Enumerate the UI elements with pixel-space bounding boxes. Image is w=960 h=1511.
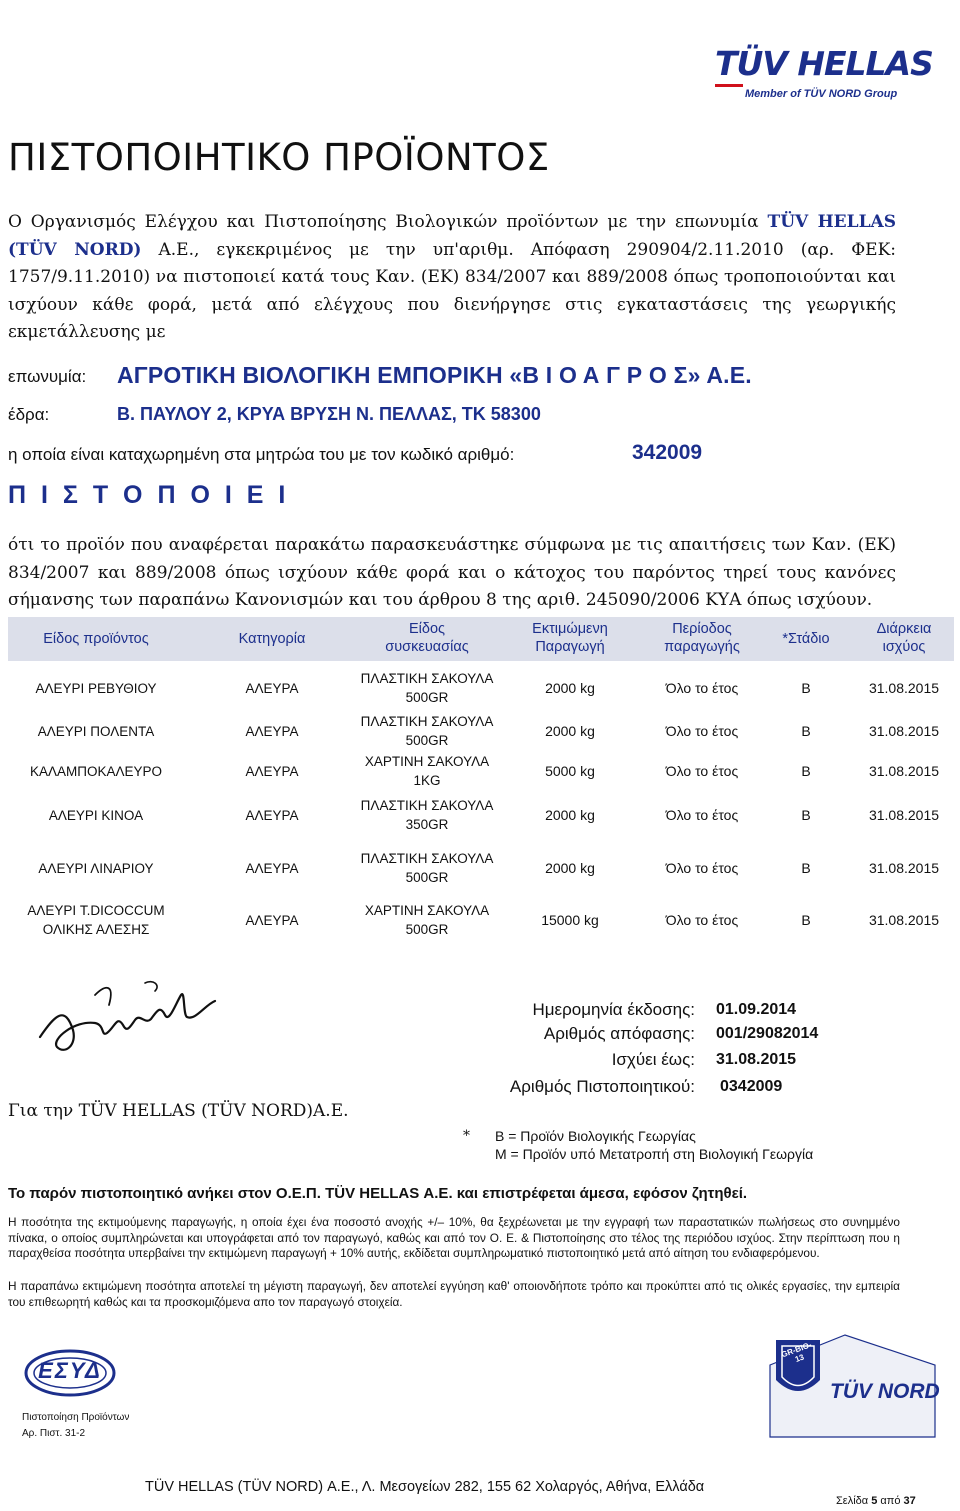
table-cell-line: 500GR: [405, 922, 449, 937]
table-cell-product: [8, 762, 184, 781]
table-cell-line: ΑΛΕΥΡΙ ΡΕΒΥΘΙΟΥ: [35, 680, 157, 696]
table-cell-product: [8, 722, 184, 741]
page-of: από: [877, 1495, 904, 1507]
table-cell-production: [505, 911, 635, 930]
table-cell-line: ΑΛΕΥΡΑ: [245, 763, 299, 779]
table-cell-line: 500GR: [405, 690, 449, 705]
table-cell-line: 31.08.2015: [868, 859, 940, 876]
table-header-col-production: [505, 620, 635, 656]
table-cell-line: Β: [801, 806, 811, 823]
table-header-line: *Στάδιο: [782, 631, 830, 647]
valid-until-value: 31.08.2015: [716, 1051, 797, 1068]
table-cell-line: ΠΛΑΣΤΙΚΗ ΣΑΚΟΥΛΑ: [360, 671, 494, 686]
table-cell-line: ΟΛΙΚΗΣ ΑΛΕΣΗΣ: [42, 922, 150, 937]
issuer-text: Για την TÜV HELLAS (TÜV NORD)Α.Ε.: [8, 1101, 349, 1121]
table-cell-validity: [849, 859, 959, 878]
table-cell-line: ΧΑΡΤΙΝΗ ΣΑΚΟΥΛΑ: [364, 903, 490, 918]
page-current: 5: [871, 1495, 878, 1507]
table-cell-line: 15000 kg: [541, 911, 599, 928]
table-cell-line: Όλο το έτος: [665, 911, 739, 928]
table-cell-category: [197, 722, 347, 741]
issue-date-value: 01.09.2014: [716, 1001, 797, 1018]
table-header-col-category: [197, 630, 347, 648]
table-cell-packaging: [343, 849, 511, 887]
table-cell-production: [505, 806, 635, 825]
table-cell-line: 2000 kg: [545, 722, 595, 739]
logo-brand: TÜV HELLAS: [715, 44, 933, 83]
table-cell-category: [197, 911, 347, 930]
table-cell-line: ΠΛΑΣΤΙΚΗ ΣΑΚΟΥΛΑ: [360, 851, 494, 866]
table-cell-line: 31.08.2015: [868, 722, 940, 739]
table-cell-stage: [766, 722, 846, 741]
registry-code: 342009: [632, 441, 703, 464]
certificate-number-value: 0342009: [720, 1078, 783, 1095]
intro-org-name: TÜV HELLAS (TÜV NORD): [8, 212, 896, 260]
table-cell-line: ΑΛΕΥΡΑ: [245, 807, 299, 823]
table-cell-packaging: [343, 712, 511, 750]
table-cell-category: [197, 679, 347, 698]
table-cell-packaging: [343, 796, 511, 834]
table-cell-validity: [849, 806, 959, 825]
accreditation-number: Αρ. Πιστ. 31-2: [22, 1428, 86, 1439]
table-cell-packaging: [343, 901, 511, 939]
table-header-line: Είδος: [408, 621, 446, 637]
decision-label: Αριθμός απόφασης:: [543, 1024, 695, 1043]
table-cell-line: ΑΛΕΥΡΑ: [245, 860, 299, 876]
table-cell-line: Όλο το έτος: [665, 722, 739, 739]
table-header-col-product: [8, 630, 184, 648]
table-cell-line: Β: [801, 911, 811, 928]
table-cell-validity: [849, 679, 959, 698]
table-cell-period: [637, 911, 767, 930]
esyd-logo-text: ΕΣΥΔ: [38, 1358, 102, 1383]
table-cell-product: [8, 901, 184, 939]
table-header-line: Περίοδος: [672, 621, 732, 637]
table-cell-category: [197, 806, 347, 825]
table-cell-line: 31.08.2015: [868, 911, 940, 928]
table-cell-packaging: [343, 752, 511, 790]
table-cell-stage: [766, 679, 846, 698]
table-cell-line: Όλο το έτος: [665, 859, 739, 876]
table-cell-line: ΑΛΕΥΡΑ: [245, 723, 299, 739]
table-header-line: Κατηγορία: [238, 631, 306, 647]
table-cell-line: Όλο το έτος: [665, 762, 739, 779]
logo-tagline: Member of TÜV NORD Group: [745, 88, 898, 100]
table-cell-line: 2000 kg: [545, 806, 595, 823]
table-cell-line: ΠΛΑΣΤΙΚΗ ΣΑΚΟΥΛΑ: [360, 714, 494, 729]
table-header-line: Είδος προϊόντος: [43, 631, 149, 647]
table-cell-validity: [849, 911, 959, 930]
valid-until-label: Ισχύει έως:: [611, 1050, 695, 1069]
table-cell-line: ΑΛΕΥΡΙ ΠΟΛΕΝΤΑ: [37, 723, 155, 739]
table-cell-stage: [766, 911, 846, 930]
legend-organic: Β = Προϊόν Βιολογικής Γεωργίας: [495, 1128, 696, 1144]
table-header-col-stage: [766, 630, 846, 648]
intro-text-after: Α.Ε., εγκεκριμένος με την υπ'αριθμ. Απόφαση 290904/2.11.2010 (αρ. ΦΕΚ: 1757/9.11.2010) να πιστοποιεί κατά τους Καν. (ΕΚ) 834/2007 και 889/2008 όπως τροποποιούνται και ισχύουν κάθε φορά, μετά από ελέγχους που διενήργησε στις εγκαταστάσεις της γεωργικής εκμετάλλευσης με: [8, 239, 897, 342]
table-cell-category: [197, 762, 347, 781]
table-header-col-packaging: [343, 620, 511, 656]
table-cell-production: [505, 762, 635, 781]
decision-value: 001/29082014: [716, 1025, 819, 1042]
table-cell-validity: [849, 762, 959, 781]
table-cell-line: 31.08.2015: [868, 762, 940, 779]
table-header-line: Εκτιμώμενη: [532, 621, 608, 637]
certificate-number-label: Αριθμός Πιστοποιητικού:: [509, 1077, 695, 1096]
table-cell-stage: [766, 762, 846, 781]
table-header-line: παραγωγής: [664, 639, 740, 655]
table-cell-line: 1KG: [413, 773, 441, 788]
esyd-logo: [20, 1345, 120, 1400]
page-number: [836, 1495, 916, 1507]
table-cell-line: ΚΑΛΑΜΠΟΚΑΛΕΥΡΟ: [29, 763, 163, 779]
table-cell-line: 2000 kg: [545, 859, 595, 876]
table-cell-line: ΑΛΕΥΡΙ T.DICOCCUM: [27, 903, 165, 918]
legend-conversion: Μ = Προϊόν υπό Μετατροπή στη Βιολογική Γεωργία: [495, 1146, 814, 1162]
table-cell-product: [8, 679, 184, 698]
table-cell-line: 500GR: [405, 733, 449, 748]
table-cell-line: ΠΛΑΣΤΙΚΗ ΣΑΚΟΥΛΑ: [360, 798, 494, 813]
intro-paragraph: [8, 209, 896, 347]
tuv-hellas-logo: [715, 40, 935, 110]
table-cell-line: 31.08.2015: [868, 679, 940, 696]
issue-date-label: Ημερομηνία έκδοσης:: [532, 1000, 695, 1019]
table-cell-production: [505, 722, 635, 741]
table-header-col-period: [637, 620, 767, 656]
table-cell-line: Β: [801, 679, 811, 696]
table-cell-line: ΧΑΡΤΙΝΗ ΣΑΚΟΥΛΑ: [364, 754, 490, 769]
table-cell-line: Β: [801, 859, 811, 876]
registry-text: η οποία είναι καταχωρημένη στα μητρώα του με τον κωδικό αριθμό:: [8, 445, 515, 464]
table-cell-period: [637, 806, 767, 825]
table-cell-period: [637, 679, 767, 698]
table-header-line: Παραγωγή: [535, 639, 605, 655]
table-cell-line: ΑΛΕΥΡΙ ΛΙΝΑΡΙΟΥ: [38, 860, 154, 876]
seal-brand: TÜV NORD: [830, 1380, 940, 1403]
table-cell-line: 5000 kg: [545, 762, 595, 779]
table-cell-line: 31.08.2015: [868, 806, 940, 823]
table-cell-period: [637, 762, 767, 781]
document-title: ΠΙΣΤΟΠΟΙΗΤΙΚΟ ΠΡΟΪΟΝΤΟΣ: [8, 136, 550, 179]
ownership-statement: Το παρόν πιστοποιητικό ανήκει στον Ο.Ε.Π. TÜV HELLAS Α.Ε. και επιστρέφεται άμεσα, εφόσον ζητηθεί.: [8, 1185, 748, 1202]
table-header-col-validity: [849, 620, 959, 656]
table-cell-production: [505, 859, 635, 878]
table-cell-line: Όλο το έτος: [665, 806, 739, 823]
table-cell-line: 350GR: [405, 817, 449, 832]
certify-heading: Π Ι Σ Τ Ο Π Ο Ι Ε Ι: [8, 481, 290, 509]
accreditation-label: Πιστοποίηση Προϊόντων: [22, 1412, 130, 1423]
signature-icon: [35, 975, 225, 1065]
seal-code: GR-BIO-13: [780, 1340, 813, 1364]
table-cell-line: ΑΛΕΥΡΙ ΚΙΝΟΑ: [48, 807, 144, 823]
quantity-note: Η ποσότητα της εκτιμούμενης παραγωγής, η οποία έχει ένα ποσοστό ανοχής +/– 10%, θα ξεχρέωνεται με την εγγραφή των παραστατικών πωλήσεως στο συνημμένο πίνακα, ο οποίος συμπληρώνεται και υπογράφεται από τον παραγωγό, καθώς και από τον Ο. Ε. & Πιστοποίησης στο τέλος της περιόδου ισχύος. Στην περίπτωση που η παραχθείσα ποσότητα υπερβαίνει την εκτιμώμενη παραγωγή + 10% αυτής, εκδίδεται συμπληρωματικό πιστοποιητικό μετά από αίτηση του ενδιαφερόμενου.: [8, 1215, 900, 1260]
table-cell-period: [637, 722, 767, 741]
table-cell-line: Β: [801, 762, 811, 779]
table-header-line: συσκευασίας: [385, 639, 469, 655]
table-cell-line: ΑΛΕΥΡΑ: [245, 680, 299, 696]
table-cell-category: [197, 859, 347, 878]
table-cell-stage: [766, 859, 846, 878]
table-cell-validity: [849, 722, 959, 741]
table-cell-line: Όλο το έτος: [665, 679, 739, 696]
company-name-label: επωνυμία:: [8, 367, 87, 386]
table-cell-period: [637, 859, 767, 878]
legend-asterisk: *: [463, 1128, 470, 1144]
estimate-note: Η παραπάνω εκτιμώμενη ποσότητα αποτελεί τη μέγιστη παραγωγή, δεν αποτελεί εγγύηση καθ' οποιονδήποτε τρόπο και προκύπτει από τις ολικές εργασίες, την εμπειρία του επιθεωρητή καθώς και τα προσκομιζόμενα απο τον παραγωγό στοιχεία.: [8, 1279, 900, 1309]
table-header-line: Διάρκεια: [876, 621, 932, 637]
table-header-line: ισχύος: [882, 639, 926, 655]
page-prefix: Σελίδα: [836, 1495, 872, 1507]
table-cell-line: 500GR: [405, 870, 449, 885]
company-name: ΑΓΡΟΤΙΚΗ ΒΙΟΛΟΓΙΚΗ ΕΜΠΟΡΙΚΗ «Β Ι Ο Α Γ Ρ Ο Σ» Α.Ε.: [117, 362, 752, 388]
tuv-nord-seal: [750, 1325, 940, 1445]
page-total: 37: [903, 1495, 916, 1507]
table-cell-line: 2000 kg: [545, 679, 595, 696]
company-seat-label: έδρα:: [8, 405, 50, 424]
table-cell-packaging: [343, 669, 511, 707]
table-cell-stage: [766, 806, 846, 825]
intro-text-before: Ο Οργανισμός Ελέγχου και Πιστοποίησης Βιολογικών προϊόντων με την επωνυμία: [8, 212, 768, 232]
table-cell-line: Β: [801, 722, 811, 739]
certify-statement: ότι το προϊόν που αναφέρεται παρακάτω παρασκευάστηκε σύμφωνα με τις απαιτήσεις των Καν. (ΕΚ) 834/2007 και 889/2008 όπως ισχύουν κάθε φορά και ο κάτοχος του παρόντος τηρεί τους κανόνες σήμανσης των παραπάνω Κανονισμών και του άρθρου 8 της αριθ. 245090/2006 ΚΥΑ όπως ισχύουν.: [8, 535, 896, 610]
company-seat: Β. ΠΑΥΛΟΥ 2, ΚΡΥΑ ΒΡΥΣΗ Ν. ΠΕΛΛΑΣ, ΤΚ 58300: [117, 404, 541, 424]
table-cell-line: ΑΛΕΥΡΑ: [245, 912, 299, 928]
table-cell-product: [8, 806, 184, 825]
footer-address: TÜV HELLAS (TÜV NORD) Α.Ε., Λ. Μεσογείων 282, 155 62 Χολαργός, Αθήνα, Ελλάδα: [145, 1479, 705, 1495]
table-cell-product: [8, 859, 184, 878]
logo-red-bar: [715, 84, 743, 87]
table-cell-production: [505, 679, 635, 698]
